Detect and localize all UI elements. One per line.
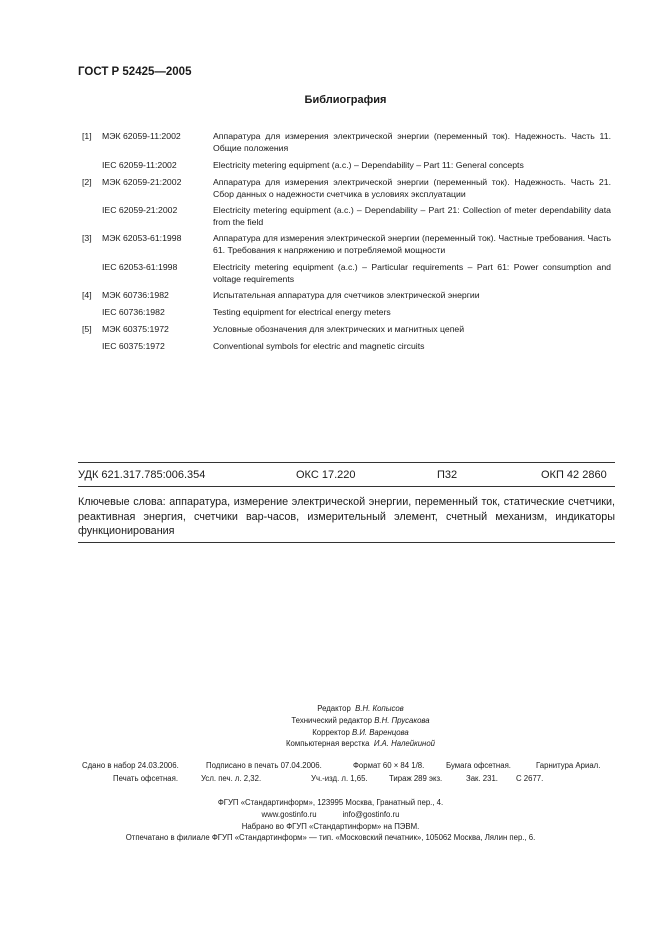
credit-person: В.Н. Прусакова: [374, 715, 430, 725]
divider-top: [78, 462, 615, 463]
print-paper: Бумага офсетная.: [446, 761, 511, 770]
credit-label: Компьютерная верстка: [285, 739, 370, 749]
keywords-text: Ключевые слова: аппаратура, измерение электрической энергии, переменный ток, статические счетчики, реактивная энергия, счетчики вар-часов, измерительный элемент, счетный механизм, индикаторы функционирования: [78, 496, 615, 537]
credit-layout: [60, 738, 661, 750]
credit-person: В.Н. Копысов: [355, 704, 404, 713]
print-type: Печать офсетная.: [113, 774, 179, 783]
entry-number: [2]: [82, 177, 92, 187]
entry-code: МЭК 62053-61:1998: [102, 233, 182, 243]
entry-code: МЭК 60375:1972: [102, 324, 169, 334]
p-code: П32: [437, 469, 458, 481]
print-sent: Сдано в набор 24.03.2006.: [82, 761, 179, 770]
okp-code: ОКП 42 2860: [541, 469, 607, 481]
entry-text: Аппаратура для измерения электрической энергии (переменный ток). Надежность. Часть 11. Общие положения: [213, 131, 611, 153]
entry-text: Условные обозначения для электрических и магнитных цепей: [213, 324, 465, 334]
bibliography-title: Библиография: [304, 94, 387, 106]
oks-code: ОКС 17.220: [296, 469, 356, 481]
entry-text: Аппаратура для измерения электрической энергии (переменный ток). Надежность. Часть 21. Сбор данных о надежности счетчика в условиях эксплуатации: [213, 177, 611, 199]
print-signed: Подписано в печать 07.04.2006.: [206, 761, 322, 770]
entry-code: МЭК 62059-21:2002: [102, 177, 182, 187]
print-order: Зак. 231.: [466, 774, 498, 783]
entry-number: [5]: [82, 324, 92, 334]
divider-bottom: [78, 542, 615, 543]
entry-code: МЭК 60736:1982: [102, 290, 169, 300]
credit-tech-editor: [60, 715, 661, 727]
entry-text: Conventional symbols for electric and magnetic circuits: [213, 341, 425, 351]
print-run: Тираж 289 экз.: [389, 774, 443, 783]
print-font: Гарнитура Ариал.: [536, 761, 601, 770]
credit-person: И.А. Налейкиной: [373, 739, 436, 749]
publisher-email: info@gostinfo.ru: [342, 809, 400, 819]
publisher-address: ФГУП «Стандартинформ», 123995 Москва, Гранатный пер., 4.: [217, 798, 444, 807]
print-edition: Уч.-изд. л. 1,65.: [311, 774, 368, 783]
credit-editor: [60, 703, 661, 715]
entry-number: [3]: [82, 233, 92, 243]
publisher-printed: Отпечатано в филиале ФГУП «Стандартинформ» — тип. «Московский печатник», 105062 Москва, Лялин пер., 6.: [125, 833, 536, 843]
credit-person: В.И. Варенцова: [351, 727, 409, 737]
print-format: Формат 60 × 84 1/8.: [353, 761, 425, 770]
entry-code: IEC 62059-11:2002: [102, 160, 177, 170]
print-sheets: Усл. печ. л. 2,32.: [201, 774, 262, 783]
publisher-site: www.gostinfo.ru: [261, 809, 317, 819]
entry-code: IEC 62059-21:2002: [102, 205, 178, 215]
divider-middle: [78, 486, 615, 487]
credit-label: Корректор: [312, 727, 350, 737]
entry-code: IEC 62053-61:1998: [102, 262, 178, 272]
credit-label: Редактор: [317, 704, 351, 713]
entry-text: Испытательная аппаратура для счетчиков электрической энергии: [213, 290, 480, 300]
publisher-typeset: Набрано во ФГУП «Стандартинформ» на ПЭВМ.: [241, 821, 420, 831]
entry-number: [4]: [82, 290, 92, 300]
credit-corrector: [60, 727, 661, 739]
credit-label: Технический редактор: [291, 715, 373, 725]
entry-number: [1]: [82, 131, 92, 141]
credits-block: [0, 703, 661, 750]
entry-text: Electricity metering equipment (a.c.) – Particular requirements – Part 61: Power consumption and voltage requirements: [213, 262, 611, 284]
entry-text: Testing equipment for electrical energy meters: [213, 307, 391, 317]
standard-number: ГОСТ Р 52425—2005: [78, 66, 192, 78]
entry-code: МЭК 62059-11:2002: [102, 131, 181, 141]
entry-text: Electricity metering equipment (a.c.) – Dependability – Part 21: Collection of meter dependability data from the field: [213, 205, 611, 227]
publisher-block: [0, 797, 661, 844]
publisher-contacts: [0, 809, 661, 821]
print-c: С 2677.: [516, 774, 544, 783]
entry-code: IEC 60736:1982: [102, 307, 165, 317]
udk-code: УДК 621.317.785:006.354: [78, 469, 206, 481]
entry-code: IEC 60375:1972: [102, 341, 165, 351]
entry-text: Electricity metering equipment (a.c.) – Dependability – Part 11: General concepts: [213, 160, 524, 170]
entry-text: Аппаратура для измерения электрической энергии (переменный ток). Частные требования. Часть 61. Требования к напряжению и потребляемой мощности: [213, 233, 611, 255]
